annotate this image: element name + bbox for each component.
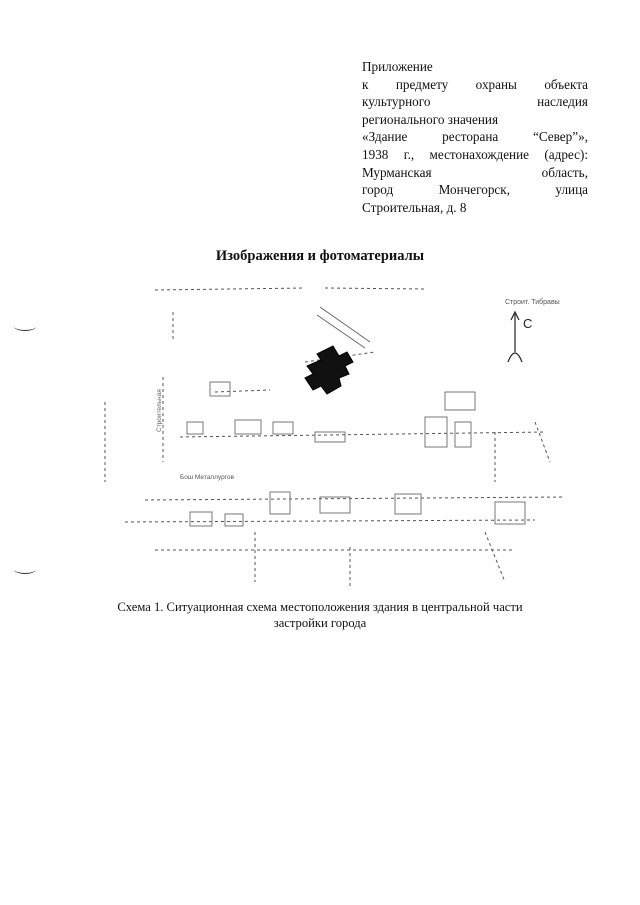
figure-caption (100, 599, 540, 631)
north-label: С (523, 316, 533, 331)
situation-map (95, 282, 575, 597)
appendix-line: культурного наследия (362, 94, 588, 110)
section-heading: Изображения и фотоматериалы (215, 248, 425, 264)
appendix-line: 1938 г., местонахождение (адрес): (362, 146, 588, 162)
situation-map-drawing (95, 282, 575, 597)
caption-line-1: Схема 1. Ситуационная схема местоположения здания в центральной части (117, 600, 523, 614)
street-label-top: Строит. Тибравы (505, 299, 560, 306)
north-arrow (508, 312, 522, 362)
building-footprint (305, 346, 353, 394)
appendix-block (362, 58, 588, 216)
appendix-line: «Здание ресторана “Север”», (362, 129, 588, 145)
appendix-line: регионального значения (362, 111, 499, 127)
street-label-vertical: Строительная (156, 389, 163, 432)
appendix-line: к предмету охраны объекта (362, 76, 588, 92)
punch-hole-mark-bottom (14, 565, 36, 574)
caption-line-2: застройки города (273, 616, 367, 630)
street-label-left: Бош Металлургов (180, 474, 234, 481)
appendix-line: город Мончегорск, улица (362, 182, 588, 198)
appendix-line: Строительная, д. 8 (362, 199, 467, 215)
appendix-line: Приложение (362, 59, 433, 74)
appendix-line: Мурманская область, (362, 164, 588, 180)
punch-hole-mark-top (14, 322, 36, 331)
